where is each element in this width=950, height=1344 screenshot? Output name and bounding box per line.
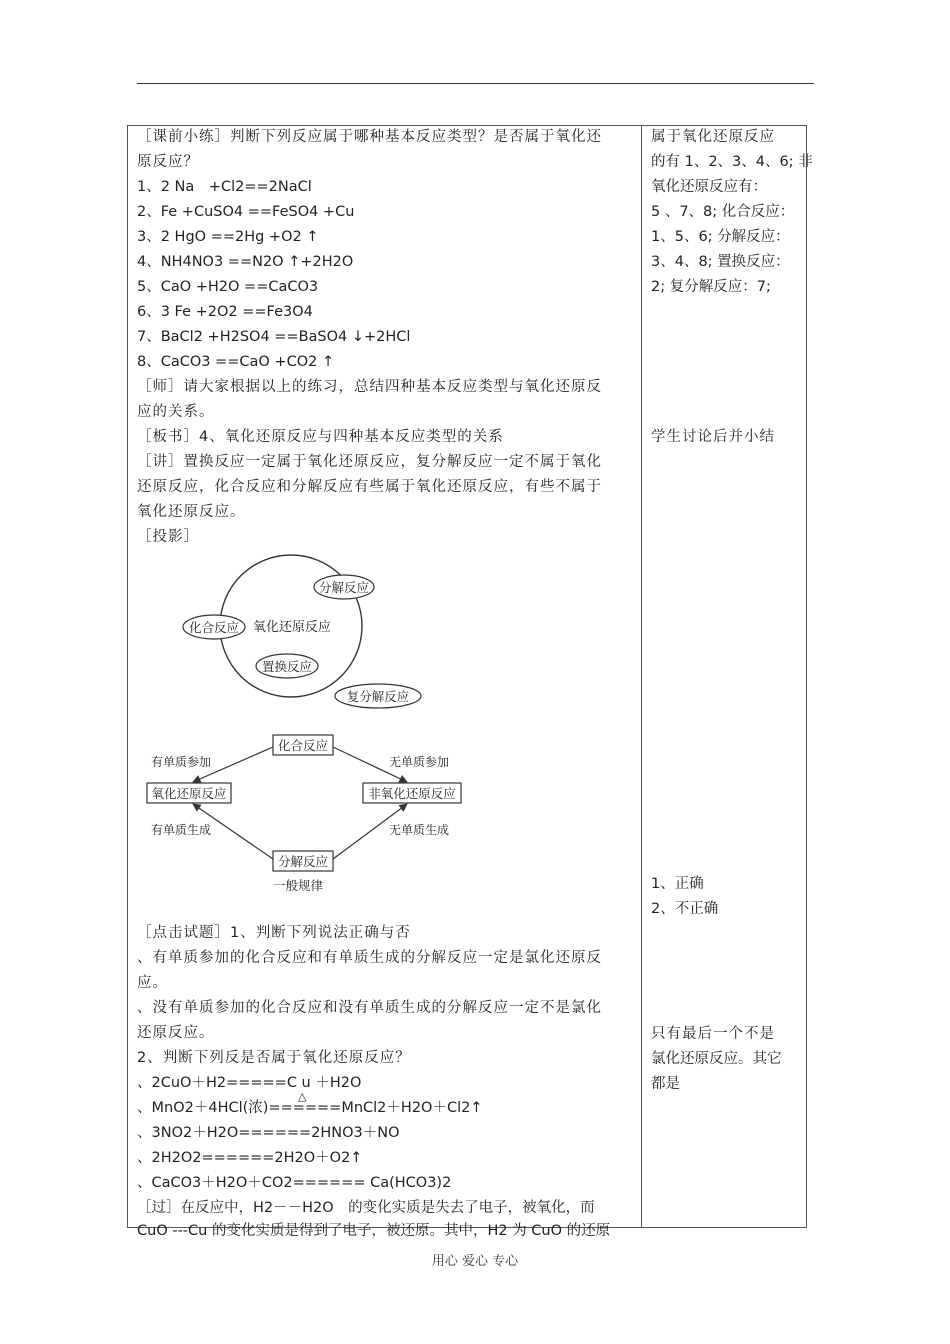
reaction-7: 7、BaCl2 +H2SO4 ==BaSO4 ↓+2HCl <box>137 329 411 345</box>
reaction-types-figure <box>137 550 467 895</box>
quiz-statement-1-line-2: 应。 <box>137 975 168 991</box>
board-heading: ［板书］4、氧化还原反应与四种基本反应类型的关系 <box>137 429 504 445</box>
quiz-answer-1: 1、正确 <box>651 876 704 892</box>
reaction-6: 6、3 Fe +2O2 ==Fe3O4 <box>137 304 313 320</box>
lecture-line-3: 氧化还原反应。 <box>137 504 246 520</box>
quiz-reaction-2: 、MnO2＋4HCl(浓)======MnCl2＋H2O＋Cl2↑ <box>137 1100 483 1116</box>
heat-symbol: △ <box>298 1090 307 1103</box>
quiz-statement-2-line-2: 还原反应。 <box>137 1025 215 1041</box>
lecture-line-1: ［讲］置换反应一定属于氧化还原反应，复分解反应一定不属于氧化 <box>137 454 602 470</box>
quiz-reaction-3: 、3NO2＋H2O======2HNO3＋NO <box>137 1125 400 1141</box>
answer-line-3: 氧化还原反应有： <box>651 179 767 195</box>
edge-label-top-right: 无单质参加 <box>389 755 450 769</box>
quiz-reaction-1: 、2CuO＋H2=====C u ＋H2O <box>137 1075 362 1091</box>
quiz-heading: ［点击试题］1、判断下列说法正确与否 <box>137 925 411 941</box>
venn-combination-label: 化合反应 <box>188 620 240 635</box>
header-rule <box>137 83 814 84</box>
reaction-4: 4、NH4NO3 ==N2O ↑+2H2O <box>137 254 354 270</box>
answer-line-5: 1、5、6; 分解反应： <box>651 229 790 245</box>
teacher-line-2: 应的关系。 <box>137 404 215 420</box>
answer-line-4: 5 、7、8; 化合反应： <box>651 204 795 220</box>
flow-diagram <box>147 735 461 893</box>
flow-redox-label: 氧化还原反应 <box>151 786 227 801</box>
venn-displacement-label: 置换反应 <box>261 659 313 674</box>
column-divider <box>641 125 642 1228</box>
page-footer: 用心 爱心 专心 <box>431 1254 519 1269</box>
edge-label-bottom-right: 无单质生成 <box>389 823 450 837</box>
answer-line-1: 属于氧化还原反应 <box>651 129 775 145</box>
flow-nonredox-label: 非氧化还原反应 <box>368 786 456 801</box>
edge-label-bottom-left: 有单质生成 <box>151 823 212 837</box>
discussion-note: 学生讨论后并小结 <box>651 429 775 445</box>
quiz-answer-3-line-1: 只有最后一个不是 <box>651 1026 775 1042</box>
edge-label-top-left: 有单质参加 <box>151 755 212 769</box>
venn-decomposition-label: 分解反应 <box>318 580 370 595</box>
flow-combination-label: 化合反应 <box>277 738 329 753</box>
venn-double-decomposition-label: 复分解反应 <box>346 689 410 704</box>
quiz-answer-3-line-3: 都是 <box>651 1076 680 1092</box>
quiz-reaction-5: 、CaCO3＋H2O＋CO2====== Ca(HCO3)2 <box>137 1175 452 1191</box>
answer-line-6: 3、4、8; 置换反应： <box>651 254 790 270</box>
exercise-prompt-line-1: ［课前小练］判断下列反应属于哪种基本反应类型？是否属于氧化还 <box>137 129 602 145</box>
transition-line-1: ［过］在反应中，H2－－H2O 的变化实质是失去了电子，被氧化，而 <box>137 1200 595 1216</box>
quiz-statement-2-line-1: 、没有单质参加的化合反应和没有单质生成的分解反应一定不是氯化 <box>137 1000 602 1016</box>
venn-diagram <box>183 555 421 708</box>
reaction-5: 5、CaO +H2O ==CaCO3 <box>137 279 319 295</box>
reaction-2: 2、Fe +CuSO4 ==FeSO4 +Cu <box>137 204 355 220</box>
transition-line-2: CuO ---Cu 的变化实质是得到了电子，被还原。其中，H2 为 CuO 的还原 <box>137 1223 611 1239</box>
teacher-line-1: ［师］请大家根据以上的练习，总结四种基本反应类型与氧化还原反 <box>137 379 602 395</box>
answer-line-2: 的有 1、2、3、4、6; 非 <box>651 154 813 170</box>
answer-line-7: 2; 复分解反应：7; <box>651 279 771 295</box>
flow-decomposition-label: 分解反应 <box>277 854 329 869</box>
venn-redox-label: 氧化还原反应 <box>252 620 332 635</box>
quiz-answer-3-line-2: 氯化还原反应。其它 <box>651 1051 782 1067</box>
reaction-3: 3、2 HgO ==2Hg +O2 ↑ <box>137 229 319 245</box>
reaction-1: 1、2 Na +Cl2==2NaCl <box>137 179 312 195</box>
projection-label: ［投影］ <box>137 529 199 545</box>
quiz-statement-1-line-1: 、有单质参加的化合反应和有单质生成的分解反应一定是氯化还原反 <box>137 950 602 966</box>
quiz-answer-2: 2、不正确 <box>651 901 719 917</box>
exercise-prompt-line-2: 原反应？ <box>137 154 199 170</box>
flow-caption: 一般规律 <box>273 878 324 893</box>
reaction-8: 8、CaCO3 ==CaO +CO2 ↑ <box>137 354 335 370</box>
quiz-2-heading: 2、判断下列反是否属于氧化还原反应？ <box>137 1050 411 1066</box>
quiz-reaction-4: 、2H2O2======2H2O＋O2↑ <box>137 1150 363 1166</box>
lecture-line-2: 还原反应，化合反应和分解反应有些属于氧化还原反应，有些不属于 <box>137 479 602 495</box>
